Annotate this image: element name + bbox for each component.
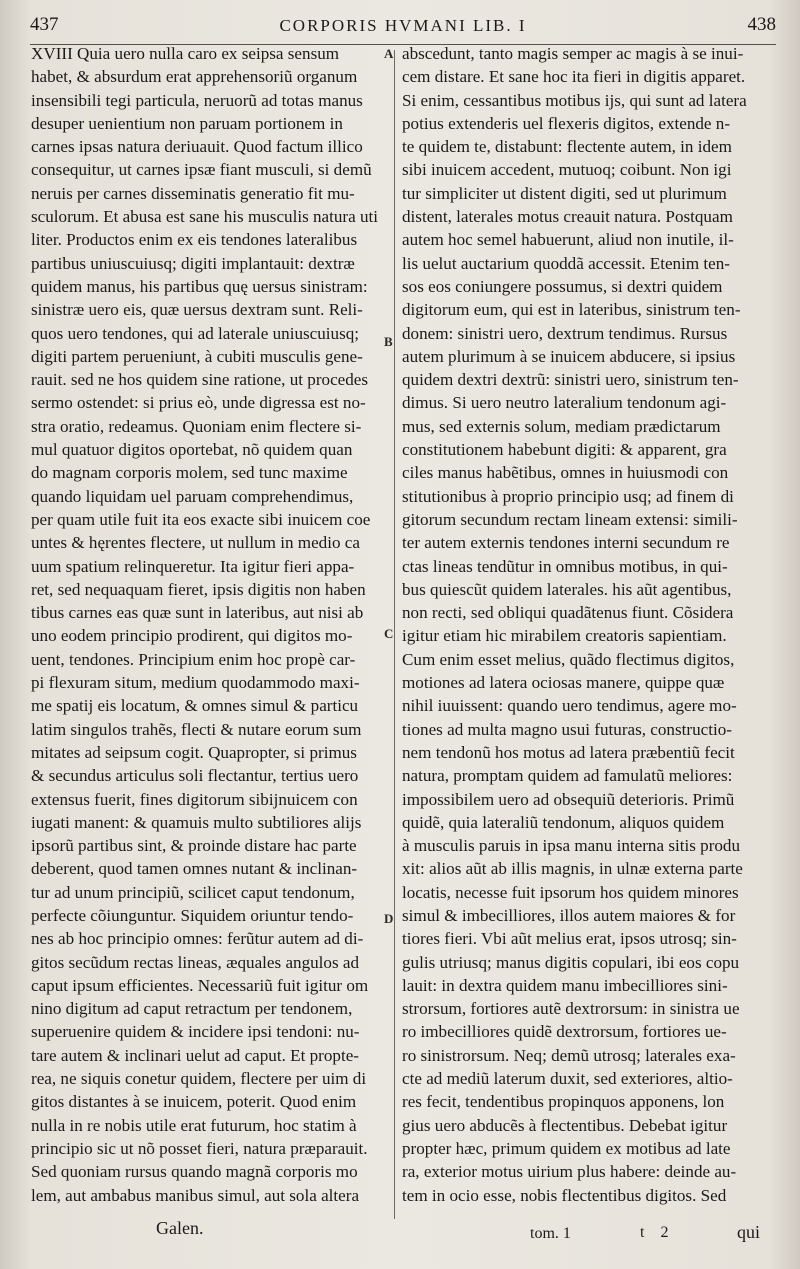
text-line: constitutionem habebunt digiti: & apparent, gra: [402, 440, 727, 460]
text-line: untes & hęrentes flectere, ut nullum in medio ca: [31, 533, 360, 553]
text-line: nem tendonũ hos motus ad latera præbentiũ fecit: [402, 742, 735, 762]
margin-letter-d: D: [384, 911, 394, 926]
text-line: lem, aut ambabus manibus simul, aut sola altera: [31, 1185, 360, 1205]
margin-letter-b: B: [384, 334, 393, 349]
text-line: rauit. sed ne hos quidem sine ratione, ut procedes: [31, 370, 369, 390]
text-line: lauit: in dextra quidem manu imbecilliores sini-: [402, 975, 728, 995]
text-line: motiones ad latera ociosas manere, quippe quæ: [402, 673, 725, 693]
text-line: nulla in re nobis utile erat futurum, hoc statim à: [31, 1115, 357, 1135]
text-line: XVIII Quia uero nulla caro ex seipsa sensum: [31, 44, 340, 63]
text-line: propter hæc, primum quidem ex motibus ad late: [402, 1138, 731, 1158]
text-line: nino digitum ad caput retractum per tendonem,: [31, 999, 353, 1019]
text-line: nihil iuuissent: quando uero tendimus, agere mo-: [402, 696, 737, 716]
text-line: digiti partem perueniunt, à cubiti musculis gene-: [31, 346, 363, 366]
margin-letter-c: C: [384, 626, 394, 641]
text-line: sculorum. Et abusa est sane his musculis natura uti: [31, 207, 379, 227]
text-line: gulis utriusq; manus digitis copulari, ibi eos copu: [402, 952, 740, 972]
text-line: quidem manus, his partibus quę uersus sinistram:: [31, 276, 368, 296]
text-line: xit: alios aũt ab illis magnis, in ulnæ externa parte: [402, 859, 743, 879]
text-line: bus quiescũt quidem laterales. his aũt agentibus,: [402, 579, 732, 599]
text-line: sos eos coniungere possumus, si dextri quidem: [402, 276, 723, 296]
text-line: potius extenderis uel flexeris digitos, extende n-: [402, 113, 731, 133]
text-line: abscedunt, tanto magis semper ac magis à se inui-: [402, 44, 744, 63]
text-line: ter autem externis tendones interni secundum re: [402, 533, 730, 553]
text-line: cem distare. Et sane hoc ita fieri in digitis apparet.: [402, 67, 746, 87]
text-line: sermo ostendet: si prius eò, unde digressa est no-: [31, 393, 366, 413]
margin-letter-a: A: [384, 46, 394, 61]
text-line: tur ad unum principiũ, scilicet caput tendonum,: [31, 882, 355, 902]
text-line: tur simpliciter ut distent digiti, sed ut plurimum: [402, 183, 727, 203]
text-line: gitorum secundum rectam lineam extensi: simili-: [402, 509, 738, 529]
text-line: cte ad mediũ laterum duxit, sed exteriores, altio-: [402, 1069, 733, 1089]
text-line: do magnam corporis molem, sed tunc maxime: [31, 463, 348, 483]
column-divider: [394, 50, 395, 1219]
text-line: habet, & absurdum erat apprehensoriũ organum: [31, 67, 358, 87]
text-line: ra, exterior motus uirium plus habere: deinde au-: [402, 1162, 737, 1182]
text-line: deberent, quod tamen omnes nutant & inclinan-: [31, 859, 358, 879]
page-number-left: 437: [30, 14, 59, 35]
text-line: extensus fuerit, fines digitorum sibijnuicem con: [31, 789, 358, 809]
text-line: tem in ocio esse, nobis flectentibus digitos. Sed: [402, 1185, 727, 1205]
text-line: [31, 1207, 380, 1210]
text-line: ipsorũ partibus sint, & proinde distare hac parte: [31, 836, 357, 856]
text-line: uno eodem principio prodirent, qui digitos mo-: [31, 626, 353, 646]
text-line: ro sinistrorsum. Neq; demũ utrosq; laterales exa-: [402, 1045, 736, 1065]
text-line: non recti, sed obliqui quadãtenus fiunt. Cõsidera: [402, 603, 734, 623]
text-line: simul & imbecilliores, illos autem maiores & for: [402, 905, 736, 925]
text-line: superuenire quidem & incidere ipsi tendoni: nu-: [31, 1022, 360, 1042]
footer-catchword: qui: [737, 1222, 761, 1242]
text-line: lis uelut auctarium quoddã accessit. Etenim ten-: [402, 253, 731, 273]
text-line: dimus. Si uero neutro lateralium tendonum agi-: [402, 393, 727, 413]
right-text-column: [402, 42, 774, 1210]
text-line: mul quatuor digitos oportebat, nõ quidem quan: [31, 440, 353, 460]
text-line: ctas lineas tendũtur in omnibus motibus, in qui-: [402, 556, 728, 576]
text-line: sinistræ uero eis, quæ uersus dextram sunt. Reli-: [31, 300, 363, 320]
text-line: pi flexuram situm, medium quodammodo maxi-: [31, 673, 360, 693]
text-line: consequitur, ut carnes ipsæ fiant musculi, si demũ: [31, 160, 372, 180]
text-line: latim singulos trahẽs, flecti & nutare eorum sum: [31, 719, 362, 739]
text-line: te quidem te, distabunt: flectente autem, in idem: [402, 137, 732, 157]
text-line: nes ab hoc principio omnes: ferũtur autem ad di-: [31, 929, 364, 949]
text-line: Cum enim esset melius, quãdo flectimus digitos,: [402, 649, 735, 669]
footer-author: Galen.: [156, 1218, 204, 1238]
text-line: uum spatium relinqueretur. Ita igitur fieri appa-: [31, 556, 355, 576]
text-line: mitates ad seipsum cogit. Quapropter, si primus: [31, 742, 357, 762]
text-line: distent, laterales motus creauit natura. Postquam: [402, 207, 733, 227]
text-line: tiones ad multa magno usui futuras, constructio-: [402, 719, 732, 739]
text-line: iugati manent: & quamuis multo subtiliores alijs: [31, 812, 362, 832]
text-line: digitorum eum, qui est in lateribus, sinistrum ten-: [402, 300, 741, 320]
text-line: res fecit, tendentibus propinquos apponens, lon: [402, 1092, 725, 1112]
text-line: stitutionibus à proprio principio usq; ad finem di: [402, 486, 734, 506]
text-line: tiores fieri. Vbi aũt melius erat, ipsos utrosq; sin-: [402, 929, 737, 949]
text-line: sibi inuicem accedent, mutuoq; coibunt. Non igi: [402, 160, 732, 180]
text-line: tibus carnes eas quæ sunt in lateribus, aut nisi ab: [31, 603, 364, 623]
text-line: insensibili tegi particula, neruorũ ad totas manus: [31, 90, 363, 110]
text-line: gius uero abducẽs à flectentibus. Debebat igitur: [402, 1115, 728, 1135]
text-line: quidem dextri dextrũ: sinistri uero, sinistrum ten-: [402, 370, 739, 390]
text-line: Si enim, cessantibus motibus ijs, qui sunt ad latera: [402, 90, 747, 110]
text-line: desuper uenientium non paruam portionem in: [31, 113, 343, 133]
text-line: ret, sed nequaquam fieret, ipsis digitis non haben: [31, 579, 366, 599]
text-line: stra oratio, redeamus. Quoniam enim flectere si-: [31, 416, 362, 436]
footer-signature: t 2: [640, 1224, 675, 1241]
text-line: rea, ne siquis conetur quidem, flectere per uim di: [31, 1069, 367, 1089]
text-line: me spatij eis locatum, & omnes simul & particu: [31, 696, 359, 716]
page-number-right: 438: [747, 14, 776, 35]
text-line: impossibilem uero ad obsequiũ deterioris. Primũ: [402, 789, 735, 809]
text-line: autem hoc semel habuerunt, aliud non inutile, il-: [402, 230, 734, 250]
text-line: autem plurimum à se inuicem abducere, si ipsius: [402, 346, 736, 366]
text-line: partibus uniuscuiusq; digiti implantauit: dextræ: [31, 253, 355, 273]
text-line: ro imbecilliores quidẽ dextrorsum, fortiores ue-: [402, 1022, 727, 1042]
text-line: strorsum, fortiores autẽ dextrorsum: in sinistra ue: [402, 999, 740, 1019]
footer-volume: tom. 1: [530, 1225, 571, 1242]
text-line: igitur etiam hic mirabilem creatoris sapientiam.: [402, 626, 727, 646]
text-line: gitos secũdum rectas lineas, æquales angulos ad: [31, 952, 360, 972]
text-line: neruis per carnes disseminatis generatio fit mu-: [31, 183, 355, 203]
text-line: quos uero tendones, qui ad laterale uniuscuiusq;: [31, 323, 360, 343]
text-line: uent, tendones. Principium enim hoc propè car-: [31, 649, 356, 669]
text-line: locatis, necesse fuit ipsorum hos quidem minores: [402, 882, 739, 902]
text-line: per quam utile fuit ita eos exacte sibi inuicem coe: [31, 509, 371, 529]
text-line: mus, sed externis solum, mediam prædictarum: [402, 416, 721, 436]
text-line: liter. Productos enim ex eis tendones lateralibus: [31, 230, 358, 250]
text-line: à musculis paruis in ipsa manu interna sitis produ: [402, 836, 741, 856]
text-line: & secundus articulus soli flectantur, tertius uero: [31, 766, 359, 786]
text-line: quando liquidam uel paruam comprehendimus,: [31, 486, 354, 506]
text-line: natura, promptam quidem ad famulatũ meliores:: [402, 766, 733, 786]
text-line: caput ipsum efficientes. Necessariũ fuit igitur om: [31, 975, 369, 995]
text-line: [402, 1207, 774, 1210]
text-line: principio sic ut nõ posset fieri, natura præparauit.: [31, 1138, 368, 1158]
text-line: Sed quoniam rursus quando magnã corporis mo: [31, 1162, 358, 1182]
page-header: [30, 14, 776, 40]
left-text-column: [31, 42, 380, 1210]
text-line: tare autem & inclinari uelut ad caput. Et propte-: [31, 1045, 359, 1065]
running-title: CORPORIS HVMANI LIB. I: [279, 16, 527, 35]
text-line: donem: sinistri uero, dextrum tendimus. Rursus: [402, 323, 728, 343]
text-line: quidẽ, quia lateraliũ tendonum, aliquos quidem: [402, 812, 725, 832]
text-line: perfecte cõiunguntur. Siquidem oriuntur tendo-: [31, 905, 354, 925]
text-line: gitos distantes à se inuicem, poterit. Quod enim: [31, 1092, 357, 1112]
text-line: ciles manus habẽtibus, omnes in huiusmodi con: [402, 463, 729, 483]
text-line: carnes ipsas natura deriuauit. Quod factum illico: [31, 137, 363, 157]
